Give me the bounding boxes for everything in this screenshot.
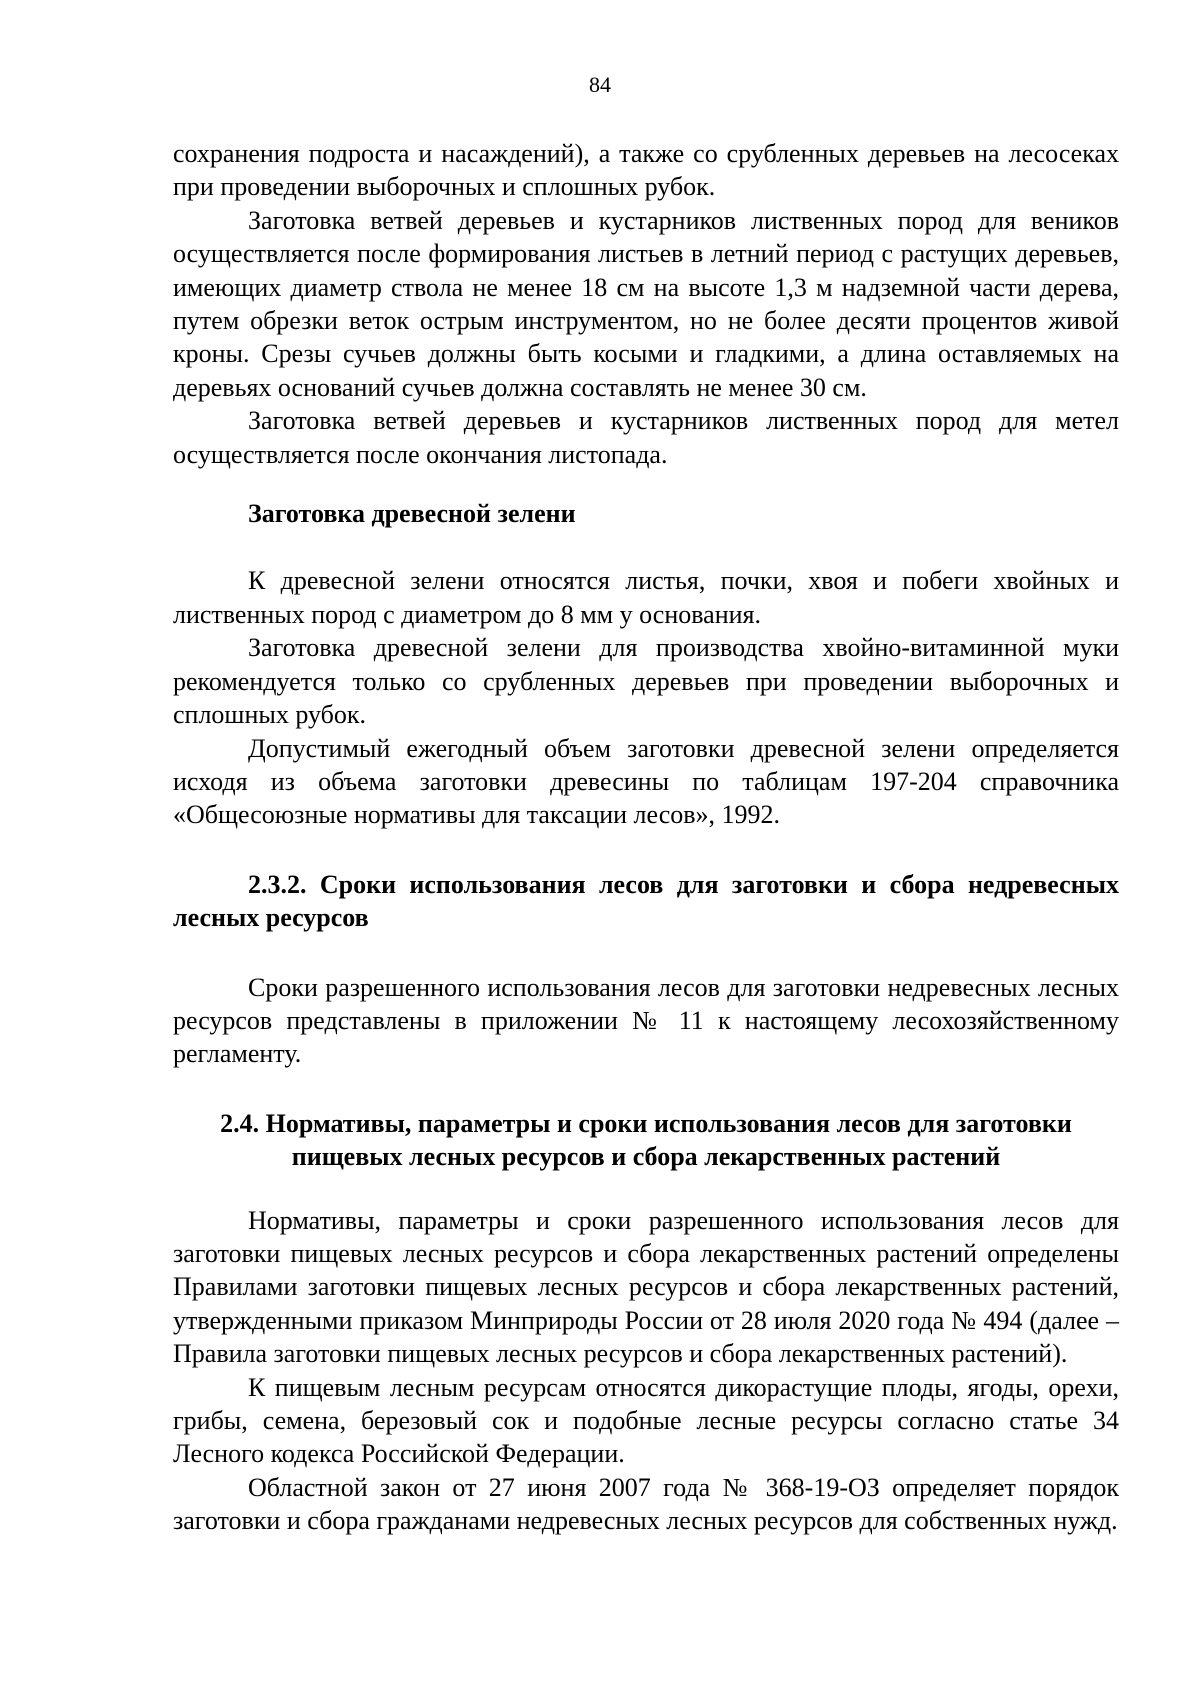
page-number: 84 xyxy=(589,72,611,97)
heading-wood-greenery: Заготовка древесной зелени xyxy=(248,499,576,529)
heading-section-2-3-2: 2.3.2. Сроки использования лесов для заготовки и сбора недревесных лесных ресурсов xyxy=(173,869,1119,933)
paragraph-terms-appendix: Сроки разрешенного использования лесов для заготовки недревесных лесных ресурсов представлены в приложении № 11 к настоящему лесохозяйственному регламенту. xyxy=(173,972,1119,1069)
paragraph-greenery-definition: К древесной зелени относятся листья, почки, хвоя и побеги хвойных и лиственных пород с диаметром до 8 мм у основания. xyxy=(173,566,1119,629)
paragraph-greenery-volume: Допустимый ежегодный объем заготовки древесной зелени определяется исходя из объема заготовки древесины по таблицам 197-204 справочника «Общесоюзные нормативы для таксации лесов», 1992. xyxy=(173,733,1119,830)
paragraph-greenery-flour: Заготовка древесной зелени для производства хвойно-витаминной муки рекомендуется только со срубленных деревьев при проведении выборочных и сплошных рубок. xyxy=(173,633,1119,730)
paragraph-food-resources: К пищевым лесным ресурсам относятся дикорастущие плоды, ягоды, орехи, грибы, семена, березовый сок и подобные лесные ресурсы согласно статье 34 Лесного кодекса Российской Федерации. xyxy=(173,1372,1119,1469)
heading-section-2-4: 2.4. Нормативы, параметры и сроки использования лесов для заготовки пищевых лесных ресурсов и сбора лекарственных растений xyxy=(220,1108,1072,1172)
paragraph-regional-law: Областной закон от 27 июня 2007 года № 368-19-ОЗ определяет порядок заготовки и сбора гражданами недревесных лесных ресурсов для собственных нужд. xyxy=(173,1472,1119,1536)
paragraph-brooms: Заготовка ветвей деревьев и кустарников лиственных пород для веников осуществляется после формирования листьев в летний период с растущих деревьев, имеющих диаметр ствола не менее 18 см на высоте 1,3 м надземной части дерева, путем обрезки веток острым инструментом, но не более десяти процентов живой кроны. Срезы сучьев должны быть косыми и гладкими, а длина оставляемых на деревьях оснований сучьев должна составлять не менее 30 см. xyxy=(173,205,1119,402)
paragraph-norms-rules: Нормативы, параметры и сроки разрешенного использования лесов для заготовки пищевых лесных ресурсов и сбора лекарственных растений определены Правилами заготовки пищевых лесных ресурсов и сбора лекарственных растений, утвержденными приказом Минприроды России от 28 июля 2020 года № 494 (далее – Правила заготовки пищевых лесных ресурсов и сбора лекарственных растений). xyxy=(173,1205,1119,1369)
paragraph-besoms: Заготовка ветвей деревьев и кустарников лиственных пород для метел осуществляется после окончания листопада. xyxy=(173,406,1119,469)
document-body xyxy=(173,137,1119,1538)
paragraph-continuation: сохранения подроста и насаждений), а также со срубленных деревьев на лесосеках при проведении выборочных и сплошных рубок. xyxy=(173,139,1119,202)
